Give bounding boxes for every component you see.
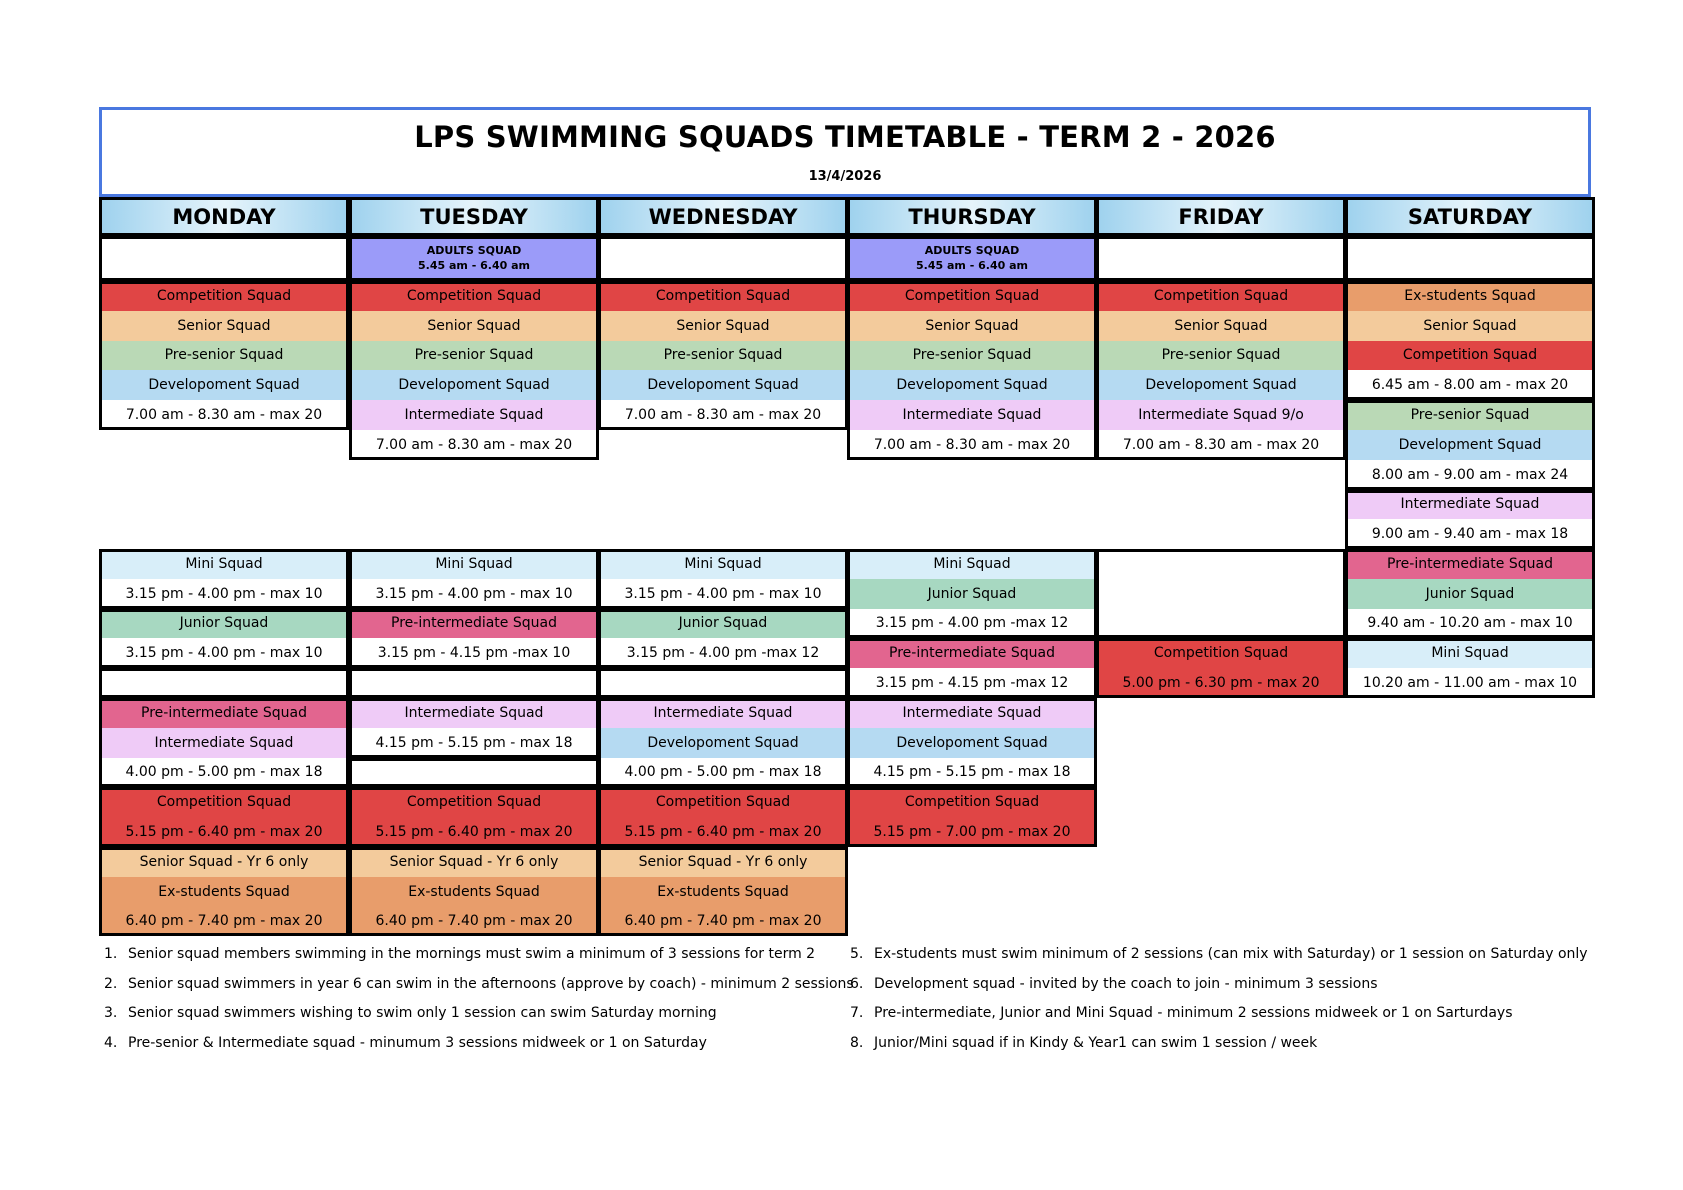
squad-name: Competition Squad bbox=[847, 787, 1097, 817]
adults-squad-cell bbox=[847, 236, 1097, 281]
session-time: 3.15 pm - 4.15 pm -max 10 bbox=[349, 638, 599, 668]
day-header-thursday: THURSDAY bbox=[847, 197, 1097, 236]
session-time: 7.00 am - 8.30 am - max 20 bbox=[99, 400, 349, 430]
note-item bbox=[850, 946, 1588, 962]
squad-name: Senior Squad bbox=[1096, 311, 1346, 341]
session-time: 7.00 am - 8.30 am - max 20 bbox=[598, 400, 848, 430]
note-text: Ex-students must swim minimum of 2 sessions (can mix with Saturday) or 1 session on Saturday only bbox=[874, 946, 1588, 962]
note-item bbox=[104, 1035, 707, 1051]
note-text: Development squad - invited by the coach to join - minimum 3 sessions bbox=[874, 975, 1378, 992]
note-item bbox=[104, 946, 815, 962]
aft-block bbox=[1096, 549, 1346, 638]
adults-row-border bbox=[598, 236, 848, 281]
squad-name: Developoment Squad bbox=[99, 370, 349, 400]
note-item bbox=[850, 1035, 1317, 1051]
session-time: 7.00 am - 8.30 am - max 20 bbox=[847, 430, 1097, 460]
adults-squad-name: ADULTS SQUAD bbox=[426, 244, 522, 258]
squad-name: Competition Squad bbox=[99, 787, 349, 817]
squad-name: Competition Squad bbox=[598, 787, 848, 817]
adults-squad-time: 5.45 am - 6.40 am bbox=[418, 258, 530, 272]
session-time: 4.15 pm - 5.15 pm - max 18 bbox=[847, 758, 1097, 788]
session-time bbox=[349, 758, 599, 788]
squad-name: Pre-intermediate Squad bbox=[99, 698, 349, 728]
session-time: 3.15 pm - 4.00 pm - max 10 bbox=[598, 579, 848, 609]
session-time: 7.00 am - 8.30 am - max 20 bbox=[349, 430, 599, 460]
session-time: 3.15 pm - 4.00 pm - max 10 bbox=[99, 579, 349, 609]
note-number: 8. bbox=[850, 1034, 864, 1051]
day-header-tuesday: TUESDAY bbox=[349, 197, 599, 236]
squad-name: 6.40 pm - 7.40 pm - max 20 bbox=[349, 907, 599, 937]
squad-name: Intermediate Squad bbox=[598, 698, 848, 728]
note-number: 3. bbox=[104, 1005, 118, 1021]
squad-name: Ex-students Squad bbox=[1345, 281, 1595, 311]
session-time: 8.00 am - 9.00 am - max 24 bbox=[1345, 460, 1595, 490]
squad-name: Pre-intermediate Squad bbox=[847, 638, 1097, 668]
session-time bbox=[99, 668, 349, 698]
note-number: 7. bbox=[850, 1005, 864, 1021]
session-time: 3.15 pm - 4.00 pm - max 10 bbox=[349, 579, 599, 609]
note-number: 4. bbox=[104, 1034, 118, 1051]
session-time: 4.00 pm - 5.00 pm - max 18 bbox=[99, 758, 349, 788]
day-header-wednesday: WEDNESDAY bbox=[598, 197, 848, 236]
squad-name: Junior Squad bbox=[1345, 579, 1595, 609]
day-header-saturday: SATURDAY bbox=[1345, 197, 1595, 236]
squad-name: Pre-senior Squad bbox=[1345, 400, 1595, 430]
adults-row-border bbox=[99, 236, 349, 281]
session-time: 6.45 am - 8.00 am - max 20 bbox=[1345, 370, 1595, 400]
note-text: Senior squad swimmers in year 6 can swim in the afternoons (approve by coach) - minimum 2 sessions bbox=[128, 975, 854, 992]
note-number: 6. bbox=[850, 975, 864, 992]
squad-name: Competition Squad bbox=[99, 281, 349, 311]
squad-name: Senior Squad bbox=[847, 311, 1097, 341]
session-time: 7.00 am - 8.30 am - max 20 bbox=[1096, 430, 1346, 460]
squad-name: Intermediate Squad bbox=[349, 400, 599, 430]
squad-name: Ex-students Squad bbox=[598, 877, 848, 907]
squad-name: Intermediate Squad bbox=[1345, 490, 1595, 520]
adults-squad-cell bbox=[349, 236, 599, 281]
squad-name: 6.40 pm - 7.40 pm - max 20 bbox=[598, 907, 848, 937]
squad-name: Development Squad bbox=[1345, 430, 1595, 460]
session-time: 9.40 am - 10.20 am - max 10 bbox=[1345, 609, 1595, 639]
session-time: 3.15 pm - 4.00 pm -max 12 bbox=[598, 638, 848, 668]
session-time: 3.15 pm - 4.00 pm -max 12 bbox=[847, 609, 1097, 639]
squad-name: Developoment Squad bbox=[598, 728, 848, 758]
session-time bbox=[598, 668, 848, 698]
squad-name: Mini Squad bbox=[1345, 638, 1595, 668]
timetable-header bbox=[99, 107, 1591, 197]
squad-name: 5.15 pm - 7.00 pm - max 20 bbox=[847, 817, 1097, 847]
squad-name: Mini Squad bbox=[598, 549, 848, 579]
squad-name: Pre-senior Squad bbox=[1096, 341, 1346, 371]
squad-name: Senior Squad bbox=[598, 311, 848, 341]
squad-name: Pre-intermediate Squad bbox=[1345, 549, 1595, 579]
session-time: 4.00 pm - 5.00 pm - max 18 bbox=[598, 758, 848, 788]
session-time bbox=[349, 668, 599, 698]
squad-name: Pre-senior Squad bbox=[349, 341, 599, 371]
note-text: Senior squad members swimming in the mornings must swim a minimum of 3 sessions for term 2 bbox=[128, 946, 816, 962]
squad-name: Senior Squad bbox=[99, 311, 349, 341]
note-text: Senior squad swimmers wishing to swim only 1 session can swim Saturday morning bbox=[128, 1005, 717, 1021]
note-item bbox=[104, 976, 854, 992]
squad-name: Senior Squad - Yr 6 only bbox=[598, 847, 848, 877]
squad-name: 5.15 pm - 6.40 pm - max 20 bbox=[99, 817, 349, 847]
note-text: Pre-intermediate, Junior and Mini Squad - minimum 2 sessions midweek or 1 on Sarturdays bbox=[874, 1005, 1513, 1021]
note-text: Pre-senior & Intermediate squad - minumum 3 sessions midweek or 1 on Saturday bbox=[128, 1034, 707, 1051]
adults-row-border bbox=[1345, 236, 1595, 281]
squad-name: Competition Squad bbox=[1096, 281, 1346, 311]
note-item bbox=[850, 1005, 1512, 1021]
squad-name: Ex-students Squad bbox=[99, 877, 349, 907]
squad-name: Junior Squad bbox=[847, 579, 1097, 609]
squad-name: Junior Squad bbox=[99, 609, 349, 639]
note-number: 1. bbox=[104, 946, 118, 962]
squad-name: Mini Squad bbox=[349, 549, 599, 579]
squad-name: Ex-students Squad bbox=[349, 877, 599, 907]
squad-name: Intermediate Squad bbox=[349, 698, 599, 728]
squad-name: Pre-senior Squad bbox=[598, 341, 848, 371]
squad-name: Pre-senior Squad bbox=[99, 341, 349, 371]
squad-name: Intermediate Squad 9/o bbox=[1096, 400, 1346, 430]
squad-name: Competition Squad bbox=[349, 787, 599, 817]
session-time: 3.15 pm - 4.15 pm -max 12 bbox=[847, 668, 1097, 698]
squad-name: Competition Squad bbox=[1096, 638, 1346, 668]
note-number: 5. bbox=[850, 946, 864, 962]
squad-name: Developoment Squad bbox=[349, 370, 599, 400]
squad-name: Intermediate Squad bbox=[847, 698, 1097, 728]
note-text: Junior/Mini squad if in Kindy & Year1 can swim 1 session / week bbox=[874, 1034, 1318, 1051]
squad-name: Developoment Squad bbox=[598, 370, 848, 400]
note-number: 2. bbox=[104, 975, 118, 992]
squad-name: Junior Squad bbox=[598, 609, 848, 639]
page-title: LPS SWIMMING SQUADS TIMETABLE - TERM 2 - 2026 bbox=[414, 120, 1276, 154]
adults-squad-time: 5.45 am - 6.40 am bbox=[916, 258, 1028, 272]
note-item bbox=[104, 1005, 717, 1021]
day-header-friday: FRIDAY bbox=[1096, 197, 1346, 236]
squad-name: Senior Squad bbox=[1345, 311, 1595, 341]
note-item bbox=[850, 976, 1378, 992]
squad-name: 5.15 pm - 6.40 pm - max 20 bbox=[349, 817, 599, 847]
session-time: 5.00 pm - 6.30 pm - max 20 bbox=[1096, 668, 1346, 698]
squad-name: Pre-senior Squad bbox=[847, 341, 1097, 371]
date-label: 13/4/2026 bbox=[808, 169, 882, 184]
squad-name: Competition Squad bbox=[349, 281, 599, 311]
squad-name: Intermediate Squad bbox=[847, 400, 1097, 430]
squad-name: Senior Squad - Yr 6 only bbox=[349, 847, 599, 877]
squad-name: Competition Squad bbox=[598, 281, 848, 311]
adults-squad-name: ADULTS SQUAD bbox=[924, 244, 1020, 258]
squad-name: Developoment Squad bbox=[847, 728, 1097, 758]
squad-name: Competition Squad bbox=[1345, 341, 1595, 371]
squad-name: Developoment Squad bbox=[847, 370, 1097, 400]
squad-name: Mini Squad bbox=[847, 549, 1097, 579]
adults-row-border bbox=[1096, 236, 1346, 281]
squad-name: Competition Squad bbox=[847, 281, 1097, 311]
squad-name: Developoment Squad bbox=[1096, 370, 1346, 400]
squad-name: Intermediate Squad bbox=[99, 728, 349, 758]
session-time: 3.15 pm - 4.00 pm - max 10 bbox=[99, 638, 349, 668]
squad-name: 5.15 pm - 6.40 pm - max 20 bbox=[598, 817, 848, 847]
squad-name: Mini Squad bbox=[99, 549, 349, 579]
squad-name: Pre-intermediate Squad bbox=[349, 609, 599, 639]
squad-name: Senior Squad bbox=[349, 311, 599, 341]
session-time: 10.20 am - 11.00 am - max 10 bbox=[1345, 668, 1595, 698]
squad-name: Senior Squad - Yr 6 only bbox=[99, 847, 349, 877]
squad-name: 6.40 pm - 7.40 pm - max 20 bbox=[99, 907, 349, 937]
day-header-monday: MONDAY bbox=[99, 197, 349, 236]
session-time: 4.15 pm - 5.15 pm - max 18 bbox=[349, 728, 599, 758]
session-time: 9.00 am - 9.40 am - max 18 bbox=[1345, 519, 1595, 549]
